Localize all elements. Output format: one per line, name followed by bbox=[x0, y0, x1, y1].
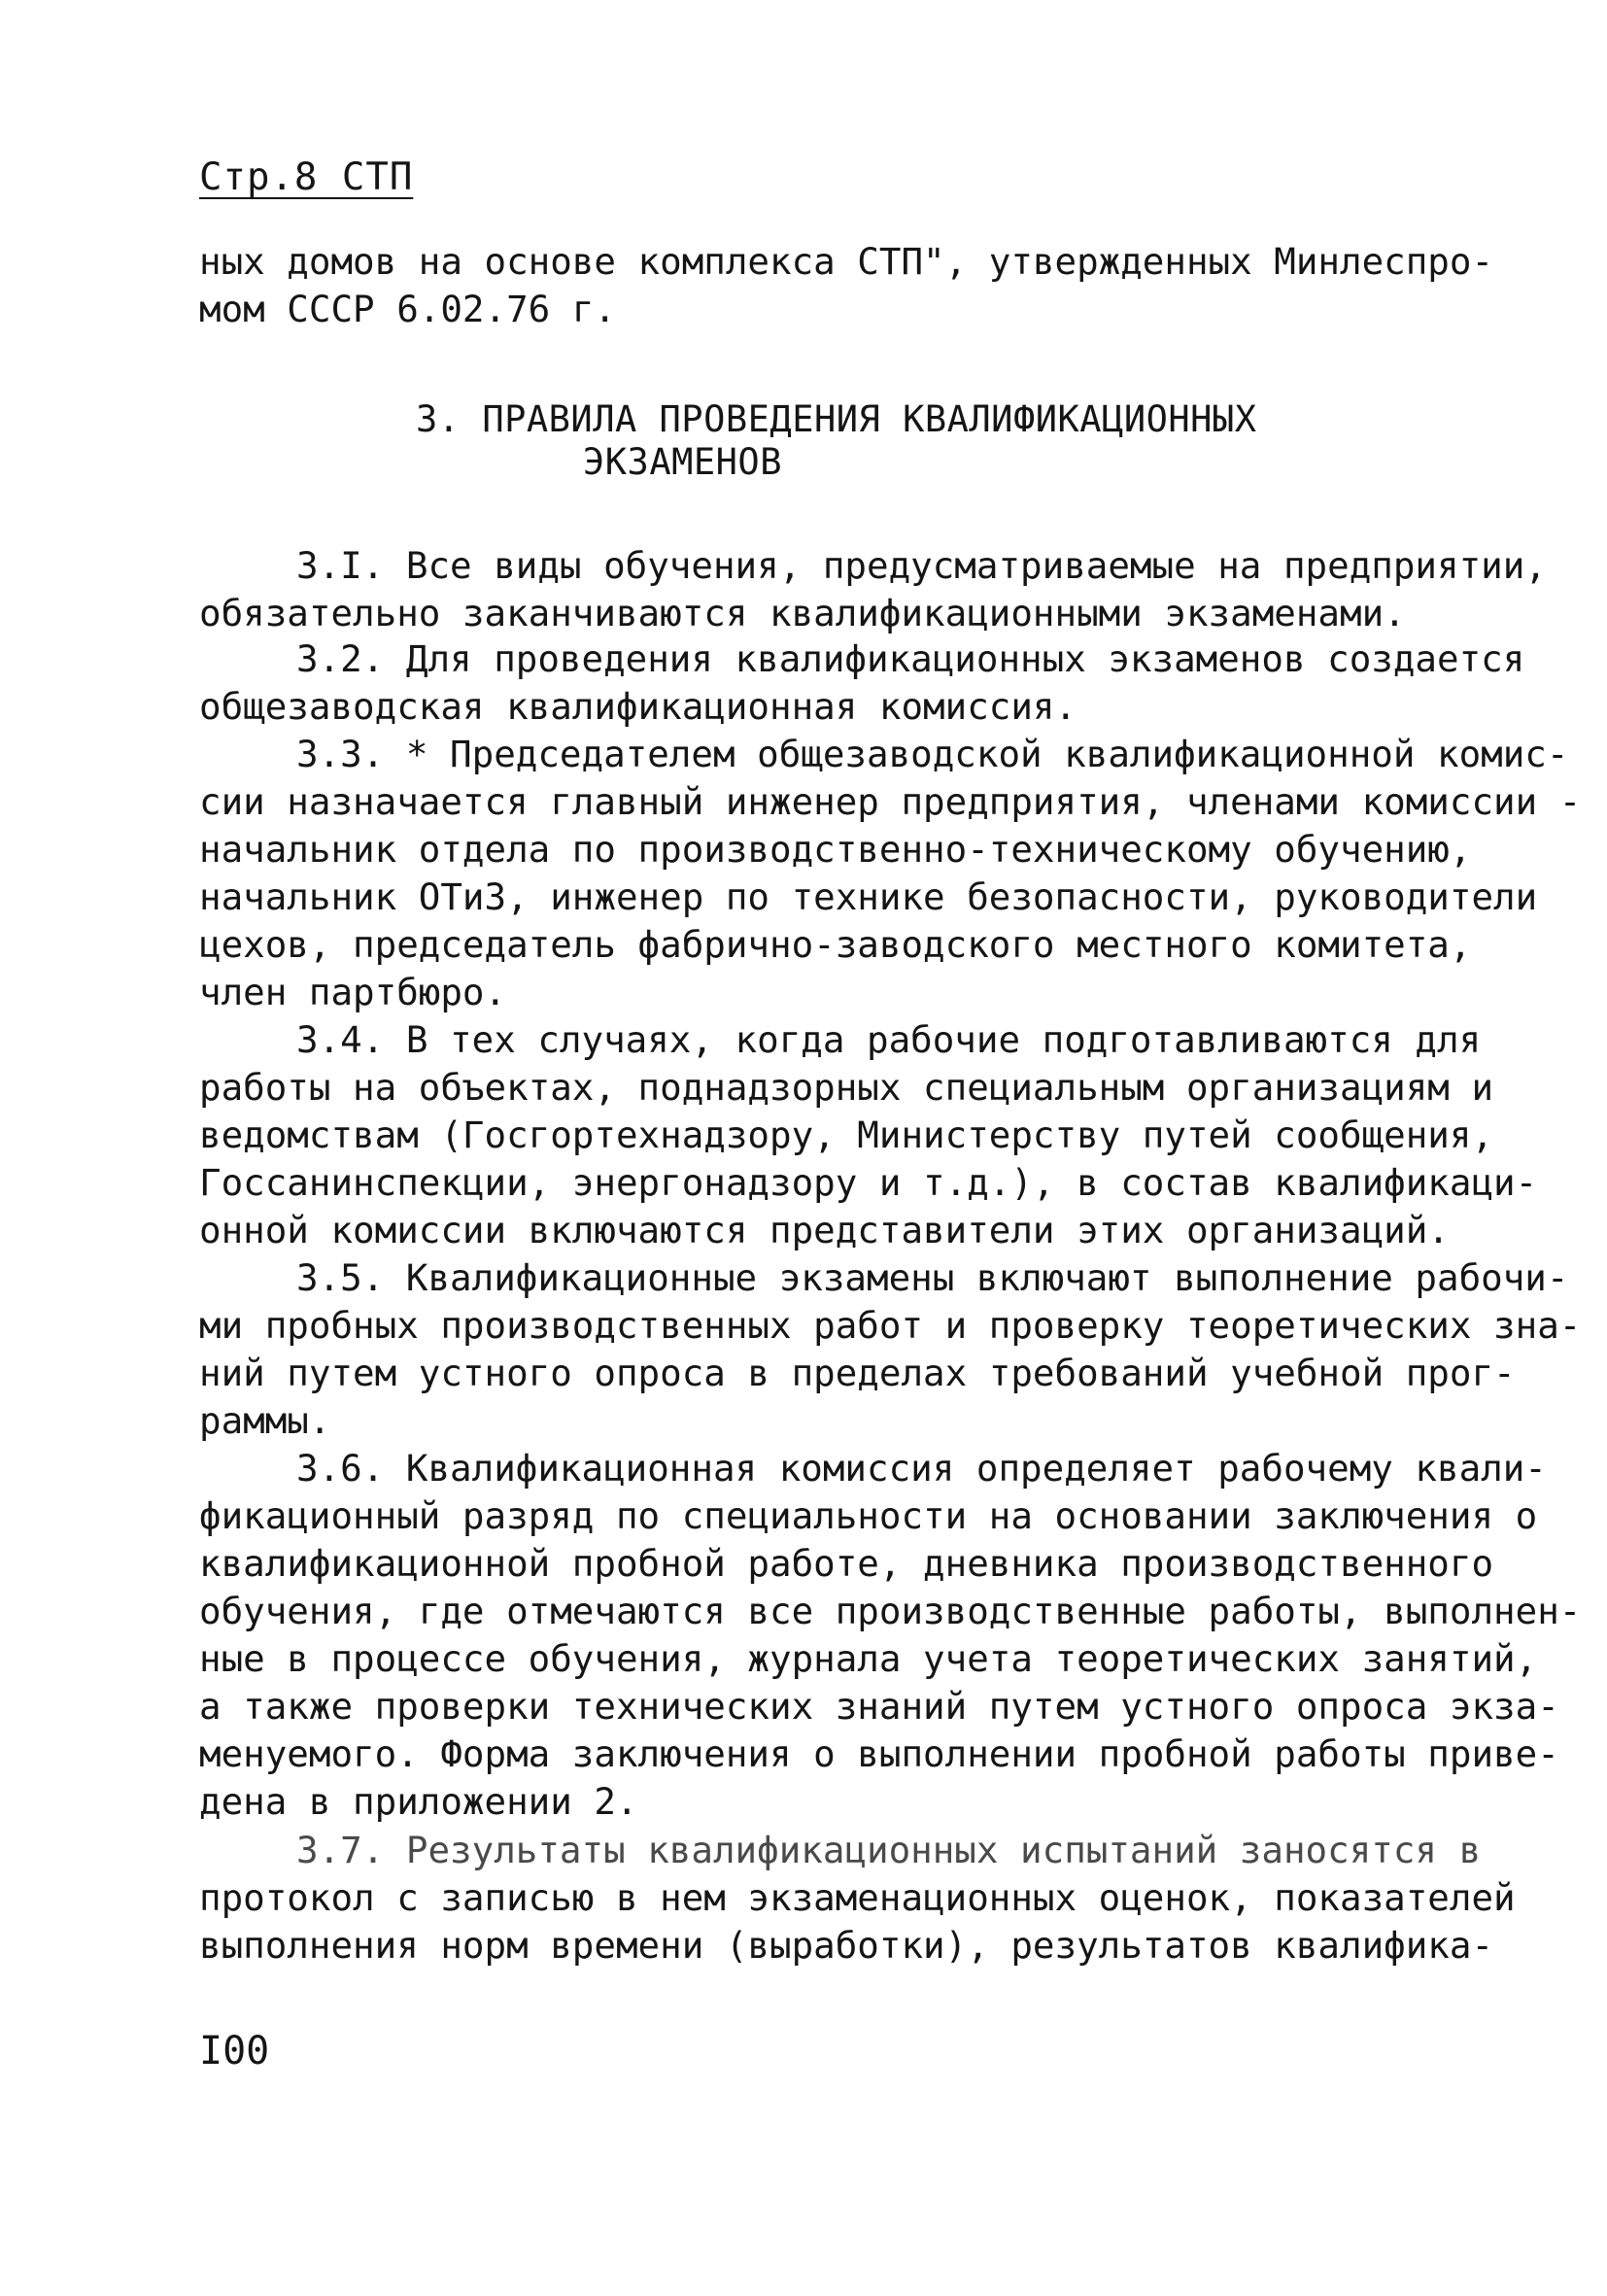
paragraph-3-5-line: раммы. bbox=[199, 1399, 331, 1442]
paragraph-3-4-line: Госсанинспекции, энергонадзору и т.д.), в состав квалификаци- bbox=[199, 1161, 1538, 1204]
paragraph-3-4-line: 3.4. В тех случаях, когда рабочие подготавливаются для bbox=[296, 1018, 1482, 1061]
paragraph-3-4-line: работы на объектах, поднадзорных специальным организациям и bbox=[199, 1066, 1494, 1109]
section-heading: 3. ПРАВИЛА ПРОВЕДЕНИЯ КВАЛИФИКАЦИОННЫХ bbox=[416, 398, 1257, 440]
continuation-line: мом СССР 6.02.76 г. bbox=[199, 288, 616, 330]
paragraph-3-2-line: 3.2. Для проведения квалификационных экзаменов создается bbox=[296, 637, 1525, 680]
paragraph-3-4-line: ведомствам (Госгортехнадзору, Министерству путей сообщения, bbox=[199, 1114, 1494, 1156]
paragraph-3-5-line: 3.5. Квалификационные экзамены включают выполнение рабочи- bbox=[296, 1256, 1569, 1299]
paragraph-3-6-line: дена в приложении 2. bbox=[199, 1780, 638, 1823]
paragraph-3-6-line: квалификационной пробной работе, дневника производственного bbox=[199, 1542, 1494, 1585]
paragraph-3-6-line: фикационный разряд по специальности на основании заключения о bbox=[199, 1494, 1538, 1537]
continuation-line: ных домов на основе комплекса СТП", утвержденных Минлеспро- bbox=[199, 240, 1494, 283]
paragraph-3-7-line: протокол с записью в нем экзаменационных оценок, показателей bbox=[199, 1876, 1516, 1919]
paragraph-3-6-line: 3.6. Квалификационная комиссия определяет рабочему квали- bbox=[296, 1447, 1547, 1490]
paragraph-3-3-line: член партбюро. bbox=[199, 971, 507, 1013]
paragraph-3-2-line: общезаводская квалификационная комиссия. bbox=[199, 685, 1077, 728]
section-heading-continued: ЭКЗАМЕНОВ bbox=[583, 441, 782, 483]
paragraph-3-3-line: 3.3. * Председателем общезаводской квалификационной комис- bbox=[296, 733, 1569, 775]
paragraph-3-3-line: сии назначается главный инженер предприятия, членами комиссии - bbox=[199, 780, 1582, 823]
paragraph-3-3-line: начальник отдела по производственно-техническому обучению, bbox=[199, 828, 1472, 871]
paragraph-3-7-line: выполнения норм времени (выработки), результатов квалифика- bbox=[199, 1924, 1494, 1967]
paragraph-3-6-line: а также проверки технических знаний путем устного опроса экза- bbox=[199, 1685, 1559, 1728]
paragraph-3-3-line: начальник ОТиЗ, инженер по технике безопасности, руководители bbox=[199, 875, 1538, 918]
paragraph-3-1-line: обязательно заканчиваются квалификационными экзаменами. bbox=[199, 592, 1406, 634]
paragraph-3-6-line: менуемого. Форма заключения о выполнении пробной работы приве- bbox=[199, 1732, 1559, 1775]
paragraph-3-6-line: обучения, где отмечаются все производственные работы, выполнен- bbox=[199, 1590, 1582, 1632]
paragraph-3-1-line: 3.I. Все виды обучения, предусматриваемые на предприятии, bbox=[296, 544, 1547, 587]
paragraph-3-4-line: онной комиссии включаются представители этих организаций. bbox=[199, 1209, 1450, 1251]
paragraph-3-3-line: цехов, председатель фабрично-заводского местного комитета, bbox=[199, 923, 1472, 966]
paragraph-3-5-line: ми пробных производственных работ и проверку теоретических зна- bbox=[199, 1304, 1582, 1347]
paragraph-3-5-line: ний путем устного опроса в пределах требований учебной прог- bbox=[199, 1352, 1516, 1394]
page-number: I00 bbox=[199, 2029, 270, 2073]
paragraph-3-6-line: ные в процессе обучения, журнала учета теоретических занятий, bbox=[199, 1637, 1538, 1680]
paragraph-3-7-line: 3.7. Результаты квалификационных испытаний заносятся в bbox=[296, 1829, 1482, 1871]
running-header: Стр.8 СТП bbox=[199, 155, 414, 199]
